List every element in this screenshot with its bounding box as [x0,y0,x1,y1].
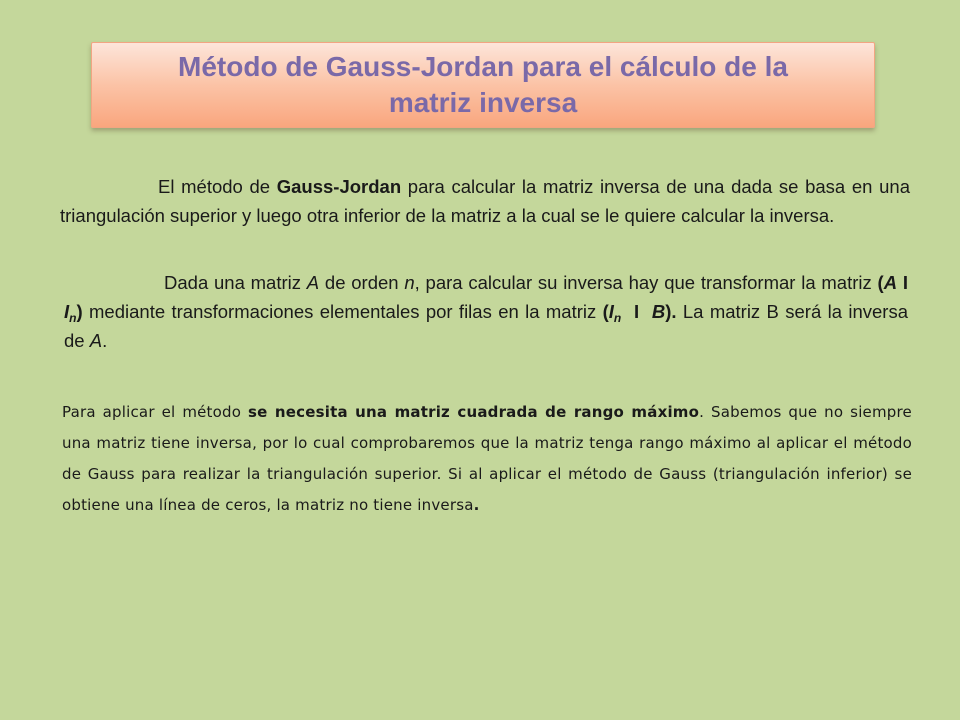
title-banner [91,42,875,128]
paragraph-requirements [62,397,912,521]
para3-text-2: . Sabemos que no siempre una matriz tiene inversa, por lo cual comprobaremos que la matriz tenga rango máximo al aplicar el método de Gauss para realizar la triangulación superior. Si al aplicar el método de Gauss (triangulación inferior) se obtiene una línea de ceros, la matriz no tiene inversa [62,403,912,514]
para1-text-1: El método de [158,176,277,197]
para3-text-1: Para aplicar el método [62,403,249,421]
slide-title-line-1: Método de Gauss-Jordan para el cálculo de la [178,51,788,82]
para2-matrix-a: A [306,272,320,293]
para2-text-6: . [102,330,108,351]
para2-order-n: n [404,272,415,293]
para2-text-3: , para calcular su inversa hay que transformar la matriz [414,272,878,293]
para2-text-1: Dada una matriz [164,272,307,293]
slide-title [158,49,808,121]
augmented-matrix-a-in: (A I $I_n$) [64,272,908,325]
para3-bold-requirement: se necesita una matriz cuadrada de rango máximo [248,403,700,421]
para1-text-2: para calcular la matriz inversa de una dada se basa en una triangulación superior y luego otra inferior de la matriz a la cual se le quiere calcular la inversa. [60,176,910,226]
para2-text-5: La matriz B será la inversa de [64,301,908,351]
paragraph-gauss-jordan-intro [60,172,910,230]
para1-bold-gauss-jordan: Gauss-Jordan [276,176,402,197]
para2-matrix-a-end: A [89,330,103,351]
slide-title-line-2: matriz inversa [388,87,578,118]
augmented-matrix-in-b: ($I_n$ I B). [602,301,677,325]
paragraph-inverse-definition [64,268,908,355]
para2-text-2: de orden [319,272,405,293]
para2-text-4: mediante transformaciones elementales por filas en la matriz [82,301,603,322]
para3-final-period: . [473,496,480,514]
